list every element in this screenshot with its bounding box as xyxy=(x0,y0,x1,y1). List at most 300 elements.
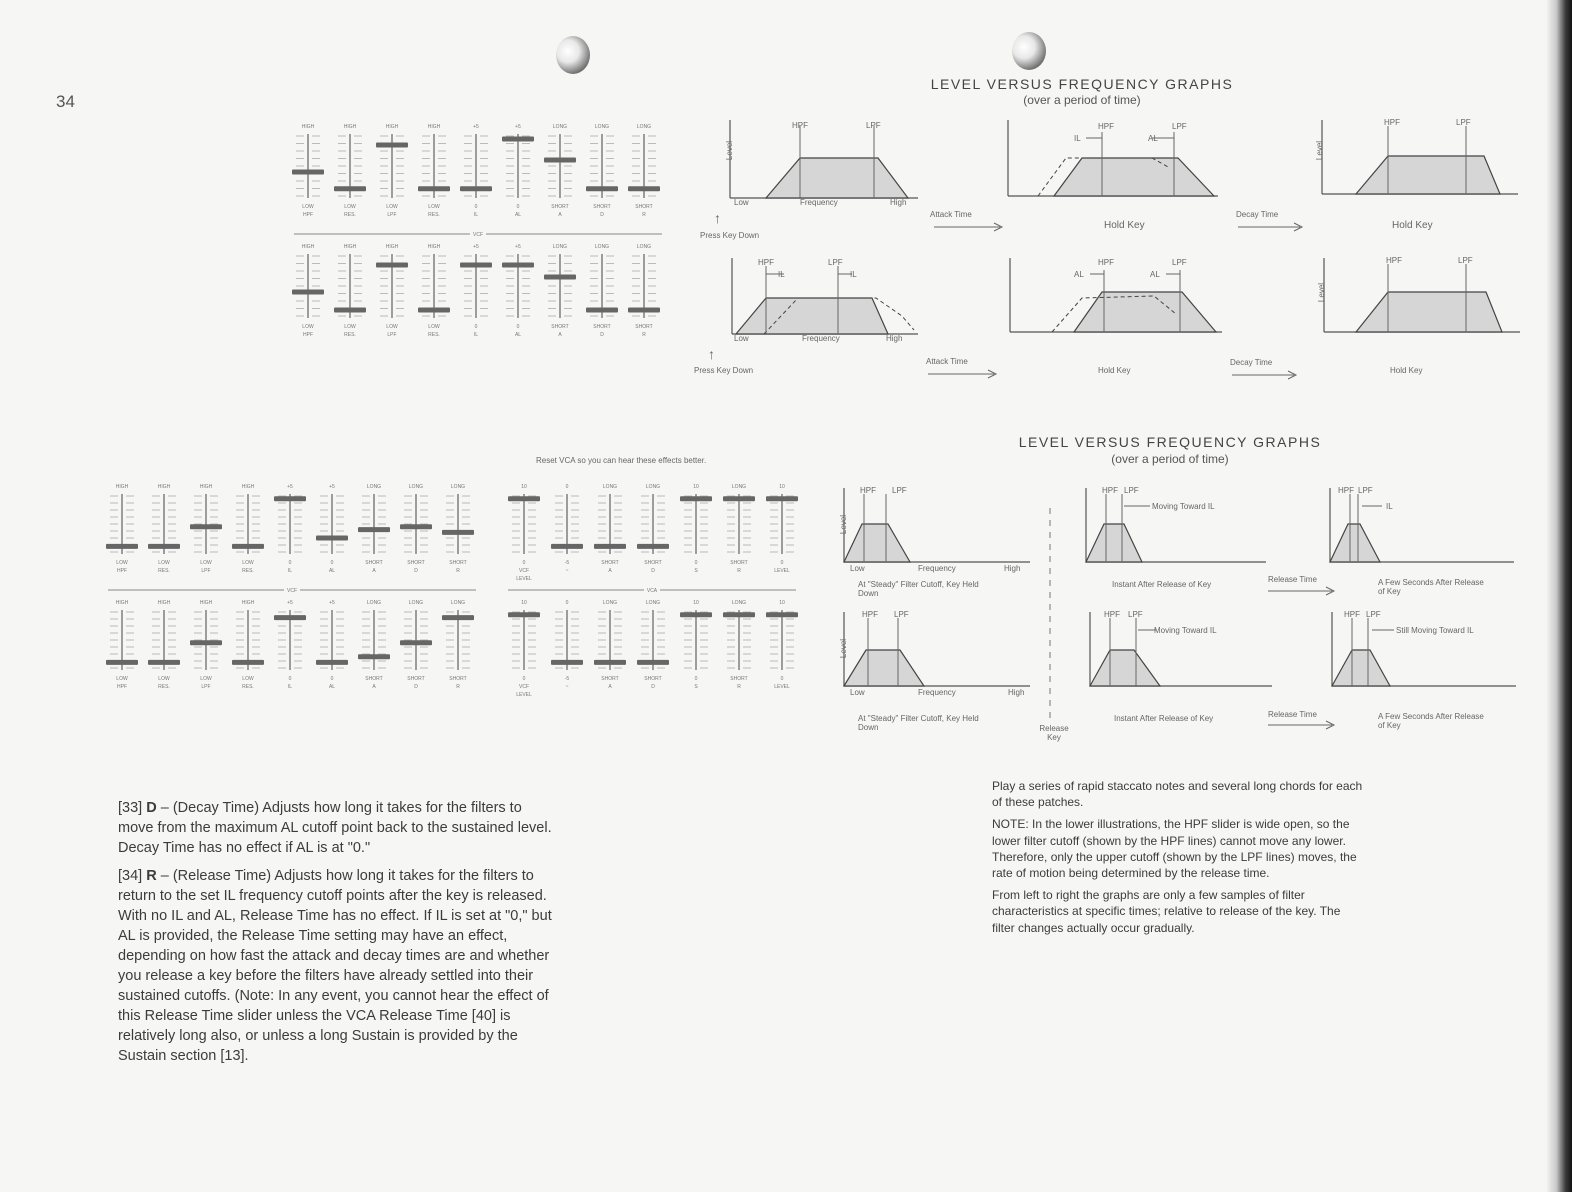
label-al: AL xyxy=(1074,270,1084,279)
vcf-slider-bottom-label: SHORT xyxy=(449,676,467,682)
label-instant-after-release: Instant After Release of Key xyxy=(1112,580,1212,589)
vcf-slider-top-label: HIGH xyxy=(199,600,213,606)
vcf-slider-top-label: LONG xyxy=(552,244,568,250)
vcf-slider-top-label: HIGH xyxy=(427,244,441,250)
vcf-slider-knob xyxy=(544,275,576,280)
vcf-slider xyxy=(232,484,264,574)
reset-vca-note: Reset VCA so you can hear these effects better. xyxy=(536,456,707,465)
vcf-slider-knob xyxy=(106,660,138,665)
release-key-divider xyxy=(1048,508,1052,724)
vcf-slider-bottom-label: RES. xyxy=(158,568,170,574)
label-lpf: LPF xyxy=(1458,256,1473,265)
vcf-slider xyxy=(292,124,324,218)
vcf-slider-bottom-label: AL xyxy=(514,332,522,338)
vcf-slider-bottom-label: LPF xyxy=(201,684,211,690)
vcf-slider xyxy=(316,600,348,690)
arrow-right-icon xyxy=(1232,370,1300,380)
vcf-slider xyxy=(544,244,576,338)
vcf-slider-top-label: LONG xyxy=(450,600,466,606)
vcf-slider-bottom-label: R xyxy=(642,332,646,338)
vca-slider-top-label: LONG xyxy=(731,484,747,490)
vca-slider-bottom-label: 0 xyxy=(780,560,784,566)
label-high: High xyxy=(1008,688,1025,697)
vca-slider-knob xyxy=(637,544,669,549)
vcf-slider xyxy=(376,124,408,218)
vcf-slider-knob xyxy=(376,143,408,148)
vca-slider-knob xyxy=(723,612,755,617)
label-hold-key: Hold Key xyxy=(1104,220,1145,231)
key-r: R xyxy=(146,868,157,884)
vcf-slider-bottom-label: RES. xyxy=(428,212,440,218)
label-attack-time: Attack Time xyxy=(930,210,972,219)
vca-slider-bottom-label: 0 xyxy=(522,560,526,566)
vca-slider-top-label: LONG xyxy=(602,600,618,606)
vcf-slider xyxy=(400,484,432,574)
graph-decay-1 xyxy=(1316,118,1522,198)
note-p3: From left to right the graphs are only a few samples of filter characteristics at specific times; relative to release of the key. The filter changes actually occur gradually. xyxy=(992,888,1341,935)
vca-slider xyxy=(766,600,798,690)
vca-slider-knob xyxy=(508,612,540,617)
vcf-slider-top-label: +5 xyxy=(287,600,293,606)
vcf-slider-knob xyxy=(442,615,474,620)
label-hpf: HPF xyxy=(792,121,808,130)
ref-34: [34] xyxy=(118,868,143,884)
vcf-slider xyxy=(376,244,408,338)
vca-slider-top-label: 10 xyxy=(779,484,785,490)
graph-steady-2 xyxy=(838,610,1034,690)
page-number: 34 xyxy=(56,92,75,111)
vcf-slider-knob xyxy=(586,186,618,191)
graph-press-key-2 xyxy=(726,256,922,340)
vca-slider-bottom-label: LEVEL xyxy=(516,576,532,582)
graph-attack-2 xyxy=(1004,256,1226,336)
vcf-slider xyxy=(190,484,222,574)
label-lpf: LPF xyxy=(1366,610,1381,619)
vcf-slider-top-label: +5 xyxy=(329,484,335,490)
graph-decay-2 xyxy=(1318,256,1524,336)
vca-slider-knob xyxy=(594,660,626,665)
vcf-slider-top-label: HIGH xyxy=(385,124,399,130)
label-hold-key: Hold Key xyxy=(1392,220,1433,231)
label-hpf: HPF xyxy=(1344,610,1360,619)
vcf-slider-top-label: LONG xyxy=(594,124,610,130)
vcf-slider xyxy=(628,244,660,338)
vcf-slider-bottom-label: LOW xyxy=(344,324,356,330)
label-lpf: LPF xyxy=(866,121,881,130)
vca-slider-bottom-label: SHORT xyxy=(601,676,619,682)
vcf-slider-top-label: LONG xyxy=(366,600,382,606)
vcf-slider-bottom-label: LOW xyxy=(302,204,314,210)
label-lpf: LPF xyxy=(828,258,843,267)
vcf-slider-bottom-label: LPF xyxy=(201,568,211,574)
vcf-slider-bottom-label: A xyxy=(558,332,562,338)
label-il: IL xyxy=(850,270,857,279)
vcf-slider-bottom-label: RES. xyxy=(344,332,356,338)
vca-slider-knob xyxy=(551,660,583,665)
vcf-slider-knob xyxy=(316,660,348,665)
vca-slider-bottom-label: LEVEL xyxy=(516,692,532,698)
vcf-slider-bottom-label: AL xyxy=(514,212,522,218)
label-press-key-down: Press Key Down xyxy=(694,366,754,375)
vcf-slider-bottom-label: SHORT xyxy=(593,324,611,330)
vcf-slider-bottom-label: 0 xyxy=(516,204,520,210)
vca-slider-bottom-label: D xyxy=(651,684,655,690)
vcf-slider-top-label: LONG xyxy=(408,600,424,606)
paragraph-34-text: – (Release Time) Adjusts how long it takes for the filters to return to the set IL frequency cutoff points after the key is released. With no IL and AL, Release Time has no effect. If IL is set at "0," but AL is provided, the Release Time setting may have an effect, depending on how fast the attack and decay times are and whether you release a key before the filters have already settled into their sustained cutoffs. (Note: In any event, you cannot hear the effect of this Release Time slider unless the VCA Release Time [40] is relatively long also, or unless a long Sustain is provided by the Sustain section [13]. xyxy=(118,868,552,1064)
note-block xyxy=(992,778,1364,942)
vcf-slider xyxy=(418,244,450,338)
vca-slider-top-label: 0 xyxy=(565,600,569,606)
vcf-slider-knob xyxy=(292,290,324,295)
vcf-slider-knob xyxy=(460,186,492,191)
label-lpf: LPF xyxy=(1172,122,1187,131)
punch-hole-left xyxy=(556,36,590,74)
vcf-slider-top-label: HIGH xyxy=(301,244,315,250)
vcf-slider xyxy=(148,600,180,690)
vcf-slider-top-label: +5 xyxy=(473,244,479,250)
vcf-slider-knob xyxy=(442,530,474,535)
vca-slider-bottom-label: ~ xyxy=(565,568,569,574)
vcf-slider-bottom-label: LOW xyxy=(116,560,128,566)
label-il: IL xyxy=(778,270,785,279)
label-frequency: Frequency xyxy=(918,564,956,573)
label-low: Low xyxy=(850,688,865,697)
vcf-slider-bottom-label: A xyxy=(558,212,562,218)
vca-slider-knob xyxy=(551,544,583,549)
vca-slider-bottom-label: R xyxy=(737,684,741,690)
key-d: D xyxy=(146,800,157,816)
vcf-slider-bottom-label: SHORT xyxy=(593,204,611,210)
vcf-slider-top-label: LONG xyxy=(636,244,652,250)
vcf-slider-top-label: +5 xyxy=(515,244,521,250)
label-frequency: Frequency xyxy=(802,334,840,343)
label-lpf: LPF xyxy=(894,610,909,619)
label-release-time: Release Time xyxy=(1268,575,1317,584)
label-hpf: HPF xyxy=(758,258,774,267)
label-low: Low xyxy=(734,334,749,343)
vcf-slider-bottom-label: 0 xyxy=(288,676,292,682)
vca-slider xyxy=(594,600,626,690)
up-arrow-icon: ↑ xyxy=(708,346,715,362)
vca-slider-bottom-label: SHORT xyxy=(730,676,748,682)
vcf-slider-knob xyxy=(106,544,138,549)
label-steady-cutoff: At "Steady" Filter Cutoff, Key Held Down xyxy=(858,580,979,598)
label-level: Level xyxy=(1317,282,1327,303)
vcf-slider-bottom-label: RES. xyxy=(344,212,356,218)
vca-slider-bottom-label: SHORT xyxy=(644,560,662,566)
vcf-slider-bottom-label: LOW xyxy=(200,676,212,682)
vcf-slider-top-label: HIGH xyxy=(343,244,357,250)
vca-slider xyxy=(723,484,755,574)
vcf-slider-bottom-label: SHORT xyxy=(551,204,569,210)
vca-slider-knob xyxy=(680,612,712,617)
vcf-slider-knob xyxy=(586,308,618,313)
vcf-slider-knob xyxy=(544,158,576,163)
vcf-slider-top-label: HIGH xyxy=(427,124,441,130)
vca-slider-knob xyxy=(680,496,712,501)
vcf-slider-top-label: HIGH xyxy=(241,484,255,490)
vcf-slider-knob xyxy=(418,308,450,313)
ref-33: [33] xyxy=(118,800,143,816)
label-moving-toward-il: Moving Toward IL xyxy=(1154,626,1217,635)
label-al: AL xyxy=(1148,134,1158,143)
vcf-slider-knob xyxy=(274,496,306,501)
vcf-slider-top-label: HIGH xyxy=(301,124,315,130)
vcf-slider-knob xyxy=(418,186,450,191)
vcf-slider-bottom-label: RES. xyxy=(428,332,440,338)
vcf-slider-knob xyxy=(334,308,366,313)
arrow-right-icon xyxy=(928,369,1000,379)
vca-slider-bottom-label: SHORT xyxy=(730,560,748,566)
label-still-moving-toward-il: Still Moving Toward IL xyxy=(1396,626,1474,635)
vcf-slider-top-label: LONG xyxy=(408,484,424,490)
vcf-slider xyxy=(232,600,264,690)
vcf-slider xyxy=(502,124,534,218)
vcf-slider-bottom-label: R xyxy=(456,568,460,574)
vca-slider xyxy=(551,600,583,690)
vcf-slider-bottom-label: RES. xyxy=(158,684,170,690)
top-graphs-title: LEVEL VERSUS FREQUENCY GRAPHS xyxy=(930,76,1234,92)
vcf-slider-knob xyxy=(292,170,324,175)
vca-slider-bottom-label: -5 xyxy=(564,560,570,566)
label-level: Level xyxy=(725,140,735,161)
vcf-slider-top-label: HIGH xyxy=(343,124,357,130)
vcf-slider-bottom-label: SHORT xyxy=(551,324,569,330)
vca-slider-knob xyxy=(637,660,669,665)
vca-slider-top-label: LONG xyxy=(645,600,661,606)
vcf-slider-bottom-label: HPF xyxy=(117,684,127,690)
vcf-slider-top-label: +5 xyxy=(287,484,293,490)
vcf-slider-top-label: HIGH xyxy=(157,484,171,490)
vcf-slider xyxy=(442,484,474,574)
vcf-slider-bottom-label: 0 xyxy=(516,324,520,330)
label-hpf: HPF xyxy=(1338,486,1354,495)
vcf-slider xyxy=(358,600,390,690)
vcf-slider-bottom-label: D xyxy=(600,332,604,338)
vca-slider-top-label: LONG xyxy=(731,600,747,606)
label-few-seconds-after: A Few Seconds After Release of Key xyxy=(1378,712,1484,730)
label-few-seconds-after: A Few Seconds After Release of Key xyxy=(1378,578,1484,596)
vcf-slider-bottom-label: 0 xyxy=(288,560,292,566)
punch-hole-right xyxy=(1012,32,1046,70)
vcf-slider xyxy=(334,124,366,218)
vcf-slider xyxy=(442,600,474,690)
vca-slider-bottom-label: S xyxy=(694,684,698,690)
vca-slider xyxy=(723,600,755,690)
vca-slider-bottom-label: R xyxy=(737,568,741,574)
vca-slider-bottom-label: A xyxy=(608,568,612,574)
label-press-key-down: Press Key Down xyxy=(700,231,760,240)
vca-slider-knob xyxy=(766,496,798,501)
vcf-slider xyxy=(316,484,348,574)
vcf-slider-bottom-label: A xyxy=(372,684,376,690)
graph-few-seconds-1 xyxy=(1324,486,1516,564)
vcf-slider xyxy=(358,484,390,574)
vca-slider xyxy=(594,484,626,574)
vca-slider-top-label: 10 xyxy=(521,600,527,606)
label-high: High xyxy=(886,334,903,343)
note-p2: NOTE: In the lower illustrations, the HPF slider is wide open, so the lower filter cutoff (shown by the HPF lines) cannot move any lower. Therefore, only the upper cutoff (shown by the LPF lines) moves, the rate of motion being determined by the release time. xyxy=(992,817,1357,881)
arrow-right-icon xyxy=(1268,586,1338,596)
vca-slider-bottom-label: 0 xyxy=(694,676,698,682)
graph-press-key-1 xyxy=(722,118,922,210)
label-hpf: HPF xyxy=(1384,118,1400,127)
vcf-slider-bottom-label: SHORT xyxy=(365,676,383,682)
vcf-slider-knob xyxy=(376,263,408,268)
vca-slider-bottom-label: SHORT xyxy=(644,676,662,682)
vcf-slider-bottom-label: LOW xyxy=(242,560,254,566)
vca-slider-knob xyxy=(766,612,798,617)
label-frequency: Frequency xyxy=(800,198,838,207)
vca-slider xyxy=(508,600,540,698)
vcf-slider-knob xyxy=(400,640,432,645)
vca-slider xyxy=(637,600,669,690)
label-level: Level xyxy=(839,638,849,659)
label-moving-toward-il: Moving Toward IL xyxy=(1152,502,1215,511)
vcf-slider xyxy=(544,124,576,218)
vca-slider-bottom-label: 0 xyxy=(522,676,526,682)
vcf-slider xyxy=(502,244,534,338)
vca-slider xyxy=(551,484,583,574)
vcf-slider xyxy=(190,600,222,690)
vcf-slider xyxy=(334,244,366,338)
vcf-slider-bottom-label: R xyxy=(642,212,646,218)
vcf-slider-knob xyxy=(274,615,306,620)
vcf-slider xyxy=(460,244,492,338)
vcf-slider-bottom-label: HPF xyxy=(117,568,127,574)
vcf-slider-bottom-label: LOW xyxy=(428,324,440,330)
graph-few-seconds-2 xyxy=(1326,610,1518,688)
label-attack-time: Attack Time xyxy=(926,357,968,366)
arrow-right-icon xyxy=(1238,222,1306,232)
vca-slider-knob xyxy=(594,544,626,549)
vcf-slider-knob xyxy=(190,640,222,645)
vcf-slider-knob xyxy=(334,186,366,191)
top-graphs-subtitle: (over a period of time) xyxy=(1023,93,1141,107)
vcf-slider-top-label: LONG xyxy=(636,124,652,130)
vca-slider-knob xyxy=(723,496,755,501)
label-hpf: HPF xyxy=(1102,486,1118,495)
vcf-slider-bottom-label: 0 xyxy=(474,324,478,330)
vca-slider-bottom-label: ~ xyxy=(565,684,569,690)
bottom-graphs-title: LEVEL VERSUS FREQUENCY GRAPHS xyxy=(1018,434,1322,450)
vcf-slider-bottom-label: SHORT xyxy=(449,560,467,566)
vcf-slider-bottom-label: LOW xyxy=(116,676,128,682)
vca-slider-bottom-label: SHORT xyxy=(601,560,619,566)
vcf-slider-bottom-label: RES. xyxy=(242,684,254,690)
label-hpf: HPF xyxy=(1098,258,1114,267)
section-label: VCF xyxy=(287,588,297,594)
vcf-slider-top-label: HIGH xyxy=(385,244,399,250)
vcf-slider-bottom-label: LOW xyxy=(200,560,212,566)
up-arrow-icon: ↑ xyxy=(714,210,721,226)
label-lpf: LPF xyxy=(1358,486,1373,495)
vca-slider-top-label: LONG xyxy=(645,484,661,490)
vcf-slider-bottom-label: 0 xyxy=(474,204,478,210)
vcf-slider-bottom-label: HPF xyxy=(303,212,313,218)
graph-instant-after-1 xyxy=(1080,486,1268,564)
vca-slider-top-label: 10 xyxy=(693,484,699,490)
label-lpf: LPF xyxy=(1172,258,1187,267)
label-lpf: LPF xyxy=(1456,118,1471,127)
section-label: VCA xyxy=(646,588,658,594)
label-hpf: HPF xyxy=(1098,122,1114,131)
vca-slider-bottom-label: LEVEL xyxy=(774,684,790,690)
paragraph-33 xyxy=(118,798,558,858)
label-hold-key: Hold Key xyxy=(1390,366,1423,375)
vca-slider-bottom-label: VCF xyxy=(519,684,529,690)
vca-slider-panel xyxy=(504,480,804,704)
label-lpf: LPF xyxy=(1124,486,1139,495)
vcf-slider-bottom-label: LPF xyxy=(387,332,397,338)
vcf-slider-knob xyxy=(460,263,492,268)
vcf-slider-top-label: LONG xyxy=(552,124,568,130)
vcf-slider-knob xyxy=(400,524,432,529)
vcf-slider-bottom-label: D xyxy=(414,684,418,690)
label-il: IL xyxy=(1386,502,1393,511)
vcf-slider-bottom-label: SHORT xyxy=(407,676,425,682)
vcf-slider-bottom-label: D xyxy=(414,568,418,574)
graph-instant-after-2 xyxy=(1084,610,1274,688)
vcf-slider-bottom-label: IL xyxy=(287,684,293,690)
vcf-slider-knob xyxy=(232,544,264,549)
vcf-slider xyxy=(274,600,306,690)
vcf-slider xyxy=(106,484,138,574)
note-p1: Play a series of rapid staccato notes and several long chords for each of these patches. xyxy=(992,779,1363,810)
vcf-slider-bottom-label: 0 xyxy=(330,676,334,682)
vcf-slider-knob xyxy=(148,544,180,549)
vca-slider xyxy=(637,484,669,574)
vcf-slider xyxy=(418,124,450,218)
label-hpf: HPF xyxy=(1386,256,1402,265)
vca-slider-bottom-label: D xyxy=(651,568,655,574)
vca-slider xyxy=(508,484,540,582)
vcf-slider-panel-bottom xyxy=(104,480,488,704)
vcf-slider-bottom-label: SHORT xyxy=(635,324,653,330)
vca-slider-top-label: LONG xyxy=(602,484,618,490)
label-high: High xyxy=(1004,564,1021,573)
graph-steady-1 xyxy=(838,486,1034,566)
label-hpf: HPF xyxy=(862,610,878,619)
vca-slider xyxy=(680,484,712,574)
vcf-slider xyxy=(586,244,618,338)
vcf-slider xyxy=(400,600,432,690)
vca-slider-top-label: 0 xyxy=(565,484,569,490)
vcf-slider-bottom-label: SHORT xyxy=(365,560,383,566)
vcf-slider-top-label: LONG xyxy=(366,484,382,490)
vca-slider-bottom-label: -5 xyxy=(564,676,570,682)
vcf-slider xyxy=(460,124,492,218)
label-release-time: Release Time xyxy=(1268,710,1317,719)
label-decay-time: Decay Time xyxy=(1236,210,1279,219)
label-il: IL xyxy=(1074,134,1081,143)
vcf-slider xyxy=(148,484,180,574)
vcf-slider-bottom-label: SHORT xyxy=(407,560,425,566)
vcf-slider-bottom-label: LPF xyxy=(387,212,397,218)
label-frequency: Frequency xyxy=(918,688,956,697)
vcf-slider-bottom-label: LOW xyxy=(158,560,170,566)
vca-slider xyxy=(680,600,712,690)
vca-slider-top-label: 10 xyxy=(779,600,785,606)
label-steady-cutoff: At "Steady" Filter Cutoff, Key Held Down xyxy=(858,714,979,732)
vcf-slider-bottom-label: LOW xyxy=(242,676,254,682)
label-al: AL xyxy=(1150,270,1160,279)
vcf-slider-knob xyxy=(502,263,534,268)
vcf-slider-top-label: HIGH xyxy=(115,484,129,490)
label-low: Low xyxy=(734,198,749,207)
vcf-slider-panel-top xyxy=(290,120,670,350)
vcf-slider-bottom-label: R xyxy=(456,684,460,690)
